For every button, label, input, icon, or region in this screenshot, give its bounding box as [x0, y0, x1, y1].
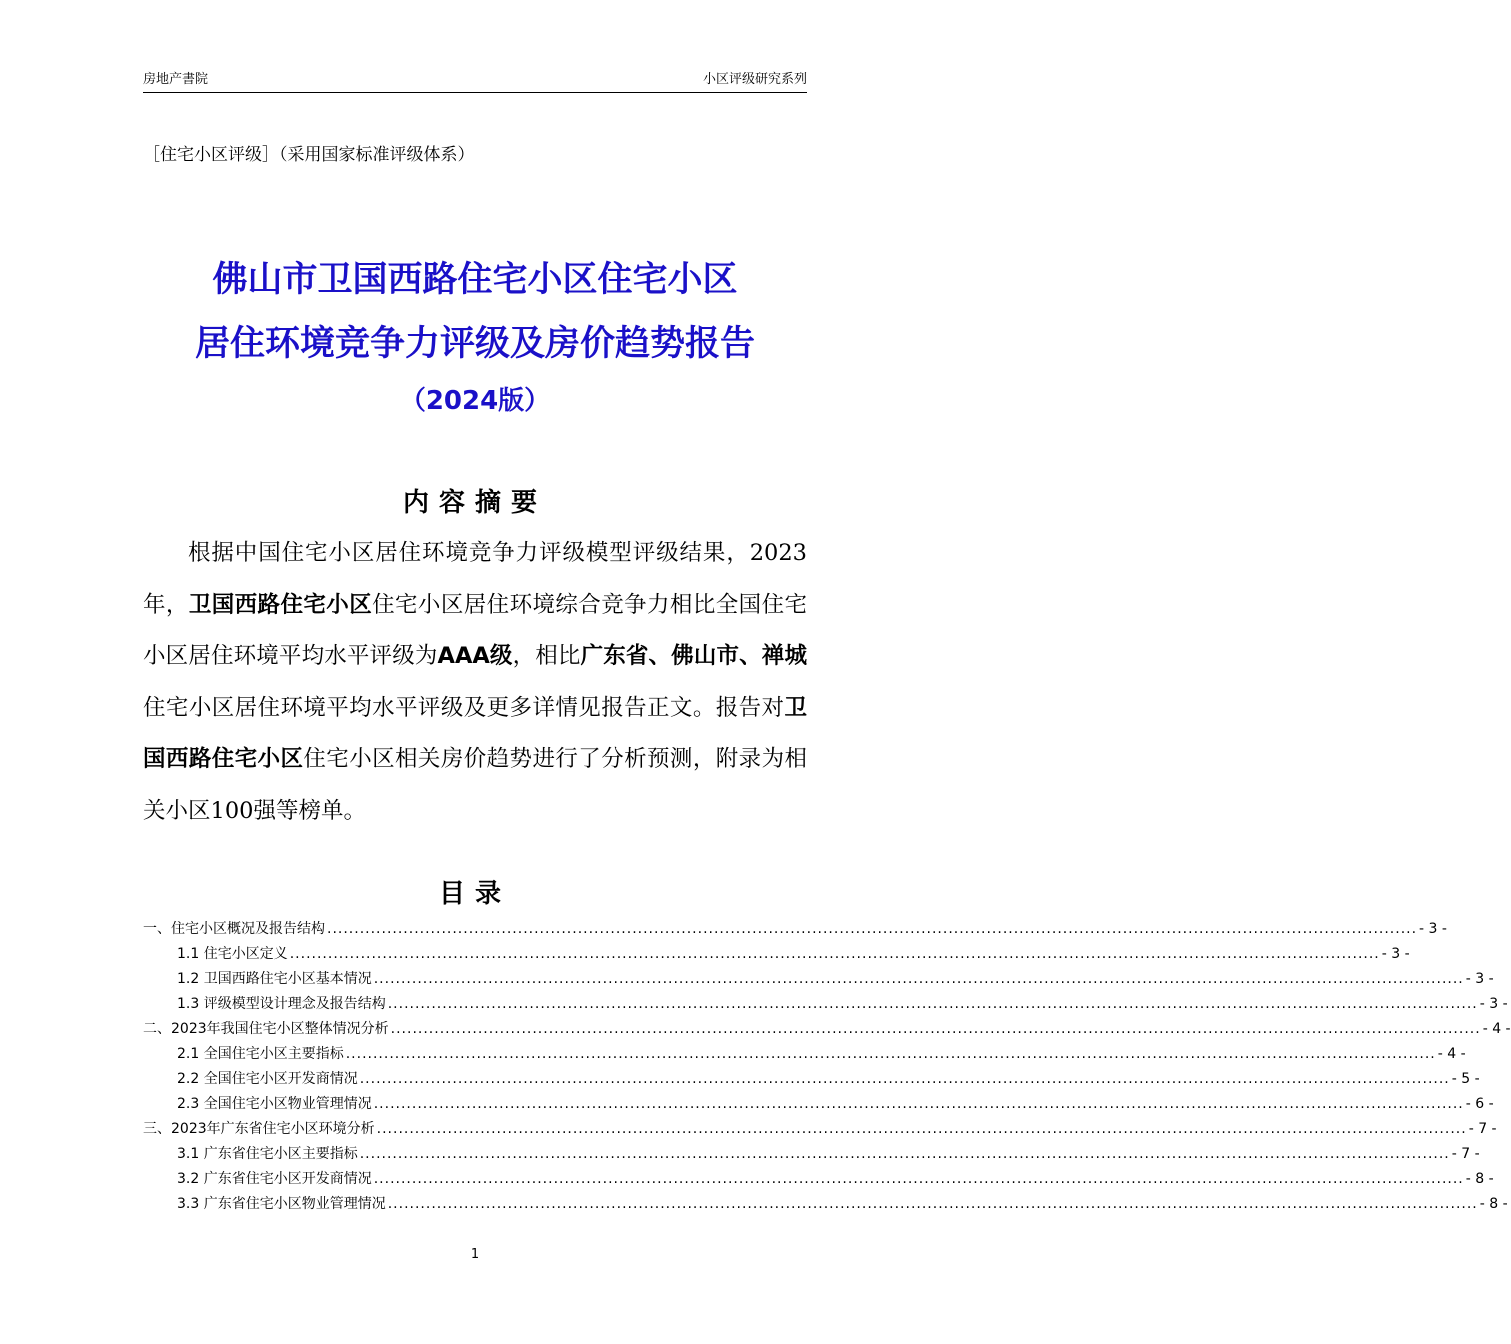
toc-entry-page: - 3 - — [1465, 971, 1494, 987]
toc-leader-dots: ........................................................................................................................................................................................................ — [373, 1096, 1464, 1112]
toc-entry-page: - 7 - — [1451, 1146, 1480, 1162]
toc-entry-label: 1.3 评级模型设计理念及报告结构 — [177, 996, 386, 1012]
toc-leader-dots: ........................................................................................................................................................................................................ — [327, 921, 1418, 937]
toc-entry-label: 三、2023年广东省住宅小区环境分析 — [143, 1121, 375, 1137]
toc-leader-dots: ........................................................................................................................................................................................................ — [373, 1171, 1464, 1187]
toc-entry-page: - 3 - — [1381, 946, 1410, 962]
abstract-text: 住宅小区居住环境综合竞争力相比全国住宅小区居住环境平均水平评级为 — [143, 591, 807, 669]
toc-entry-page: - 6 - — [1465, 1096, 1494, 1112]
toc-entry-page: - 5 - — [1451, 1071, 1480, 1087]
toc-entry-page: - 3 - — [1479, 996, 1508, 1012]
toc-leader-dots: ........................................................................................................................................................................................................ — [345, 1046, 1436, 1062]
report-title-line-1: 佛山市卫国西路住宅小区住宅小区 — [212, 260, 738, 300]
toc-entry-label: 1.2 卫国西路住宅小区基本情况 — [177, 971, 372, 987]
toc-entry[interactable] — [143, 1042, 1466, 1067]
toc-entry-label: 3.1 广东省住宅小区主要指标 — [177, 1146, 358, 1162]
header-series: 小区评级研究系列 — [702, 72, 807, 87]
toc-entry-page: - 8 - — [1465, 1171, 1494, 1187]
toc-entry-page: - 3 - — [1419, 921, 1447, 937]
abstract-paragraph — [143, 528, 807, 837]
toc-entry[interactable] — [143, 967, 1494, 992]
abstract-emphasis: AAA级 — [437, 643, 513, 669]
toc-entry[interactable] — [143, 1167, 1494, 1192]
toc-entry[interactable] — [143, 1067, 1480, 1092]
abstract-text: 根据中国住宅小区居住环境竞争力评级模型评级结果，2023年， — [143, 540, 807, 618]
toc-entry-label: 2.3 全国住宅小区物业管理情况 — [177, 1096, 372, 1112]
toc-entry[interactable] — [143, 917, 1447, 942]
abstract-emphasis: 卫国西路住宅小区 — [143, 694, 807, 772]
toc-leader-dots: ........................................................................................................................................................................................................ — [387, 996, 1478, 1012]
abstract-text: ，相比 — [512, 643, 581, 669]
toc-entry[interactable] — [143, 942, 1410, 967]
toc-entry-label: 一、住宅小区概况及报告结构 — [143, 921, 325, 937]
toc-leader-dots: ........................................................................................................................................................................................................ — [359, 1071, 1450, 1087]
toc-entry-label: 1.1 住宅小区定义 — [177, 946, 288, 962]
toc-leader-dots: ........................................................................................................................................................................................................ — [359, 1146, 1450, 1162]
report-title-edition: （2024版） — [399, 386, 551, 416]
toc-entry-label: 2.2 全国住宅小区开发商情况 — [177, 1071, 358, 1087]
toc-entry[interactable] — [143, 1017, 1511, 1042]
toc-leader-dots: ........................................................................................................................................................................................................ — [387, 1196, 1478, 1212]
toc-entry[interactable] — [143, 1092, 1494, 1117]
abstract-text: 住宅小区相关房价趋势进行了分析预测，附录为相关小区100强等榜单。 — [143, 746, 807, 824]
toc-entry-label: 二、2023年我国住宅小区整体情况分析 — [143, 1021, 389, 1037]
abstract-heading: 内容摘要 — [402, 488, 547, 518]
toc-leader-dots: ........................................................................................................................................................................................................ — [376, 1121, 1467, 1137]
toc-entry-label: 2.1 全国住宅小区主要指标 — [177, 1046, 344, 1062]
toc-entry[interactable] — [143, 1192, 1508, 1217]
abstract-text: 住宅小区居住环境平均水平评级及更多详情见报告正文。报告对 — [143, 694, 785, 721]
table-of-contents — [143, 917, 1511, 1217]
toc-entry-label: 3.3 广东省住宅小区物业管理情况 — [177, 1196, 386, 1212]
toc-entry-page: - 7 - — [1468, 1121, 1497, 1137]
abstract-emphasis: 广东省、佛山市、禅城 — [580, 643, 807, 669]
abstract-body — [143, 528, 807, 837]
toc-leader-dots: ........................................................................................................................................................................................................ — [289, 946, 1380, 962]
toc-entry[interactable] — [143, 1142, 1480, 1167]
toc-heading: 目录 — [438, 879, 511, 909]
toc-entry-page: - 8 - — [1479, 1196, 1508, 1212]
toc-entry-label: 3.2 广东省住宅小区开发商情况 — [177, 1171, 372, 1187]
page-number: 1 — [470, 1247, 480, 1262]
report-title-line-2: 居住环境竞争力评级及房价趋势报告 — [194, 324, 755, 364]
toc-entry-page: - 4 - — [1482, 1021, 1511, 1037]
toc-entry[interactable] — [143, 1117, 1497, 1142]
page-header — [143, 66, 807, 93]
report-category: ［住宅小区评级］（采用国家标准评级体系） — [143, 145, 475, 165]
toc-leader-dots: ........................................................................................................................................................................................................ — [390, 1021, 1481, 1037]
toc-leader-dots: ........................................................................................................................................................................................................ — [373, 971, 1464, 987]
abstract-emphasis: 卫国西路住宅小区 — [188, 591, 373, 618]
toc-entry[interactable] — [143, 992, 1508, 1017]
toc-entry-page: - 4 - — [1437, 1046, 1466, 1062]
header-publisher: 房地产書院 — [143, 72, 209, 87]
